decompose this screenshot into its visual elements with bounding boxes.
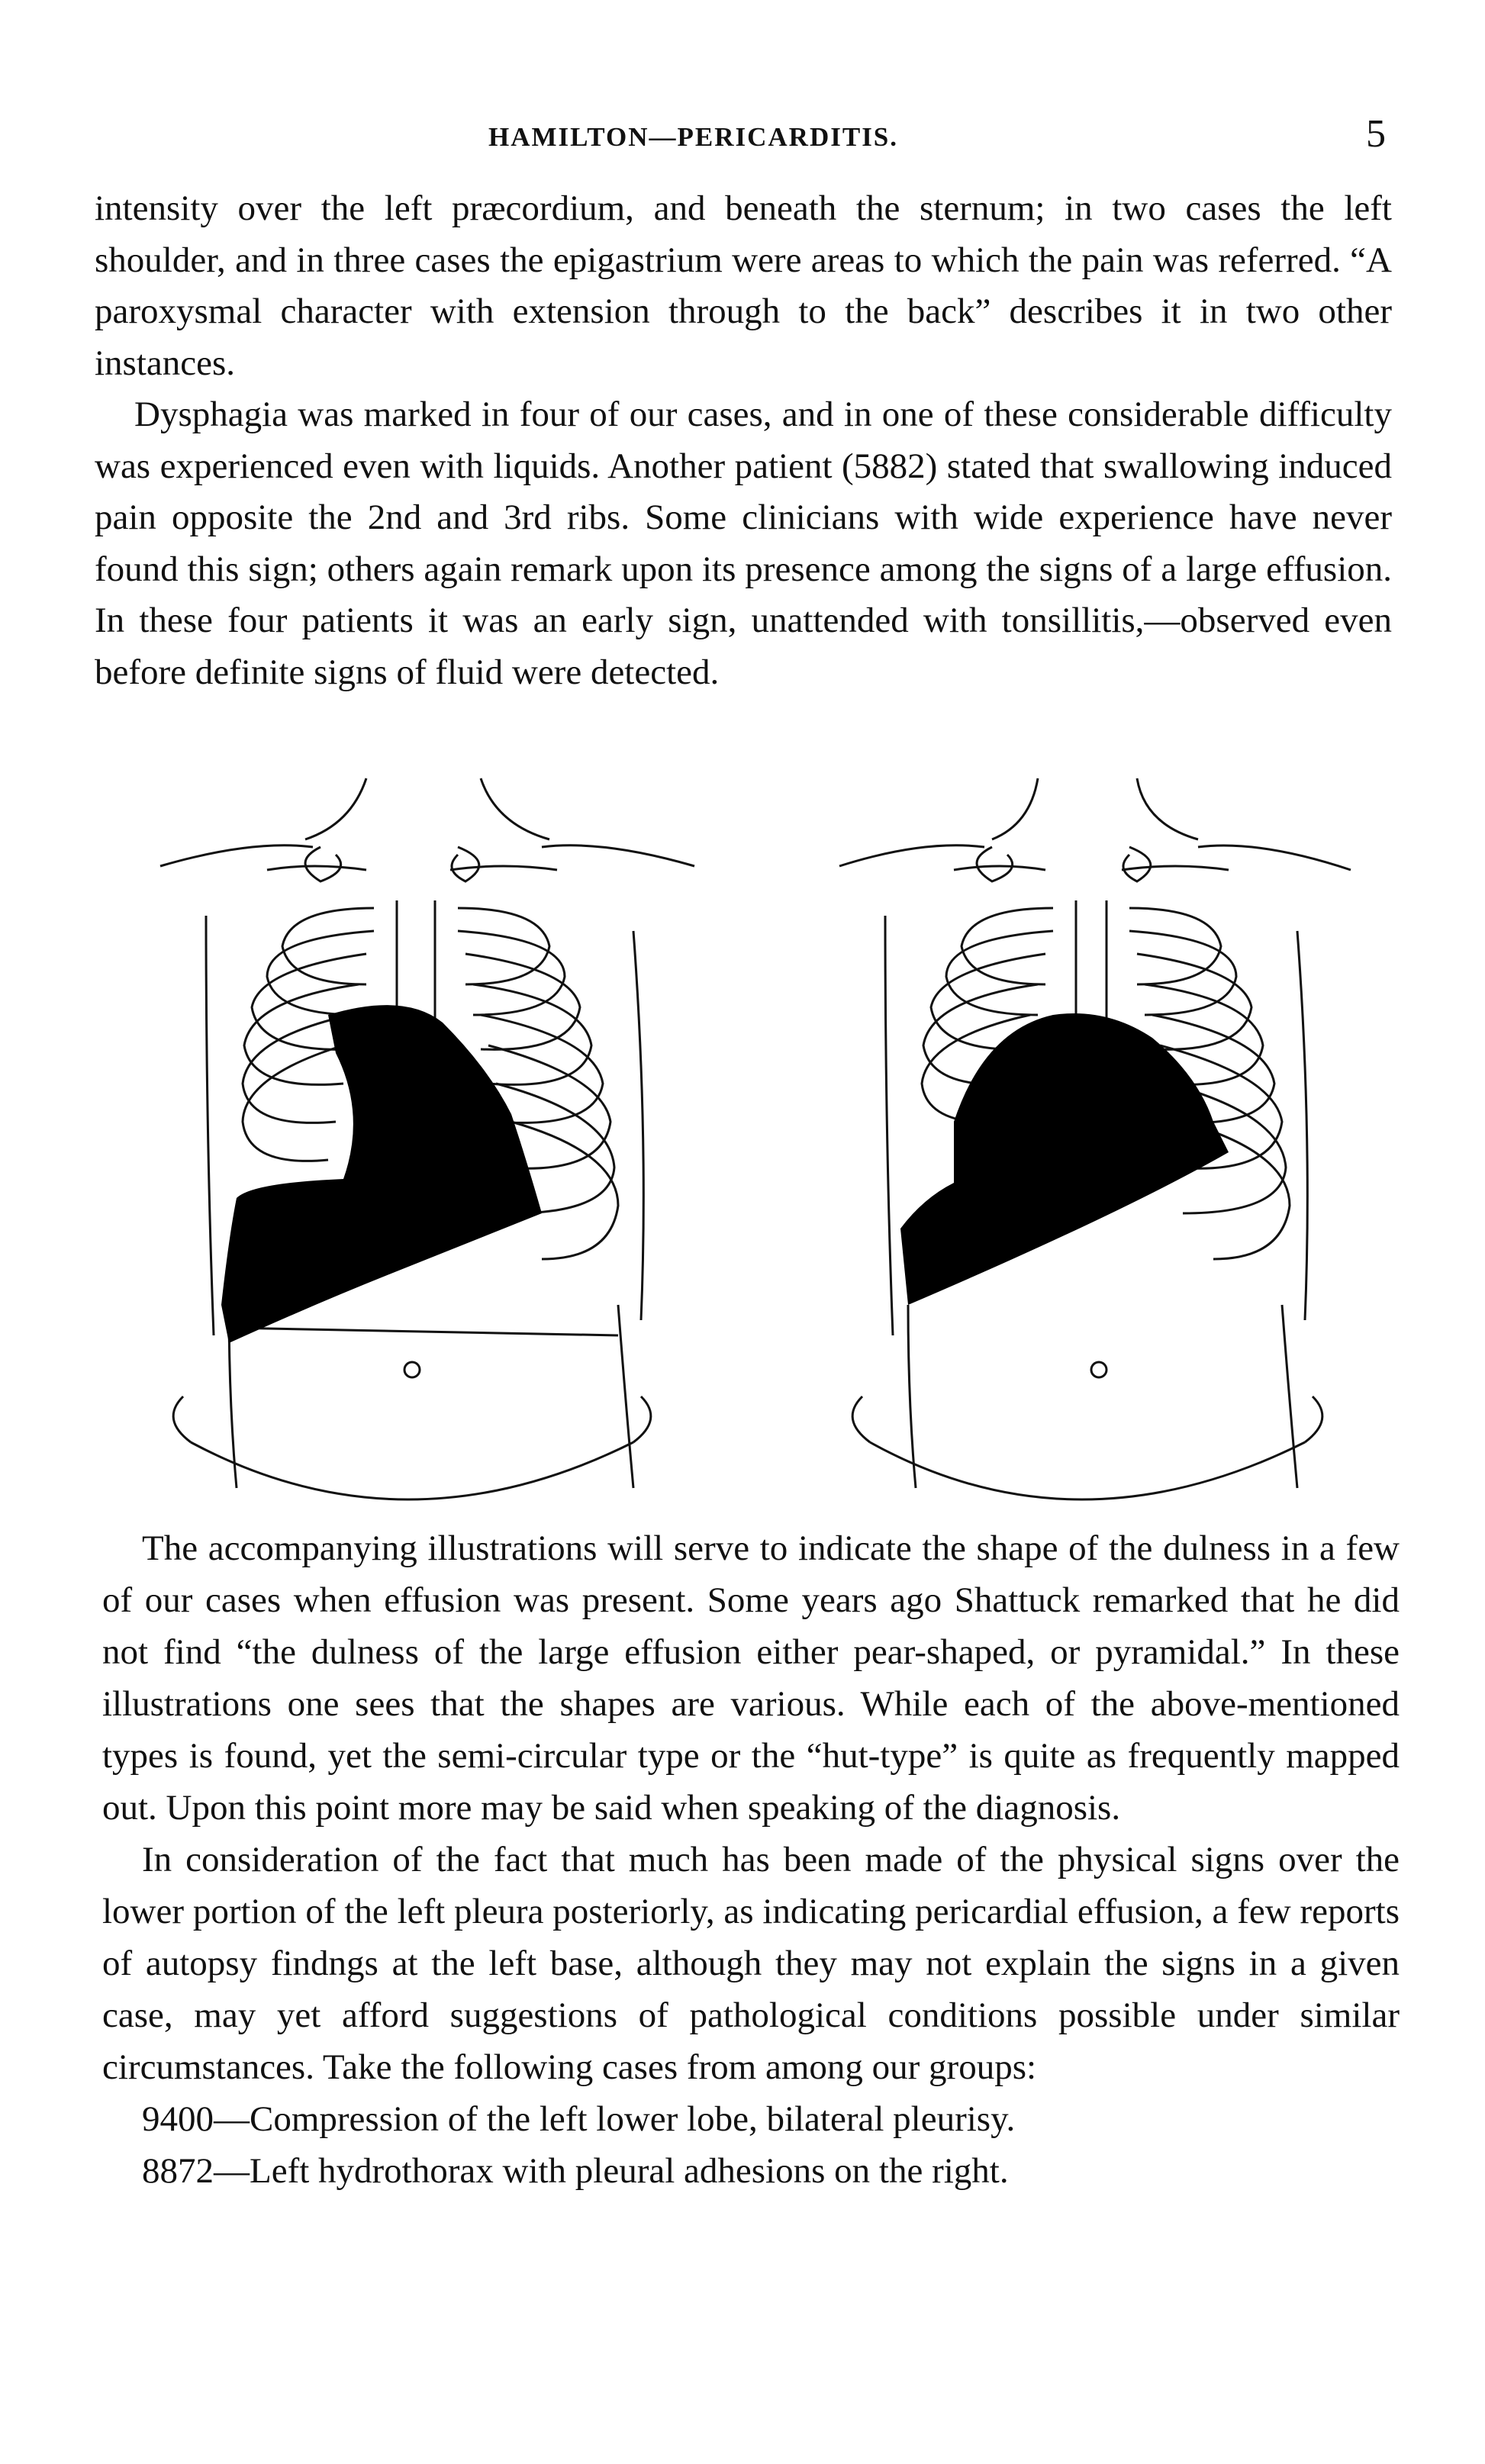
- body-text-bottom: [102, 1522, 1400, 2197]
- paragraph-pain-areas: intensity over the left præcordium, and beneath the sternum; in two cases the left shoulder, and in three cases the epigastrium were areas to which the pain was referred. “A paroxysmal character with extension through to the back” describes it in two other instances.: [95, 188, 1392, 383]
- figure-torso-dulness-1: [114, 755, 725, 1519]
- body-text-top: [95, 183, 1392, 698]
- paragraph-illustrations: The accompanying illustrations will serve to indicate the shape of the dulness in a few of our cases when effusion was present. Some years ago Shattuck remarked that he did not find “the dulness of the large effusion either pear-shaped, or pyramidal.” In these illustrations one sees that the shapes are various. While each of the above-mentioned types is found, yet the semi-circular type or the “hut-type” is quite as frequently mapped out. Upon this point more may be said when speaking of the diagnosis.: [102, 1528, 1400, 1828]
- umbilicus-2: [1091, 1362, 1107, 1377]
- case-9400: 9400—Compression of the left lower lobe, bilateral pleurisy.: [142, 2099, 1016, 2139]
- paragraph-dysphagia: Dysphagia was marked in four of our cases, and in one of these considerable difficulty was experienced even with liquids. Another patient (5882) stated that swallowing induced pain opposite the 2nd and 3rd ribs. Some clinicians with wide experience have never found this sign; others again remark upon its presence among the signs of a large effusion. In these four patients it was an early sign, unattended with tonsillitis,—observed even before definite signs of fluid were detected.: [95, 395, 1392, 692]
- page-header: [0, 107, 1485, 168]
- torso-diagram-2: [801, 755, 1412, 1519]
- paragraph-autopsy: In consideration of the fact that much has been made of the physical signs over the lower portion of the left pleura posteriorly, as indicating pericardial effusion, a few reports of autopsy findngs at the left base, although they may not explain the signs in a given case, may yet afford suggestions of pathological conditions possible under similar circumstances. Take the following cases from among our groups:: [102, 1840, 1400, 2087]
- figure-torso-dulness-2: [801, 755, 1412, 1519]
- running-head: HAMILTON—PERICARDITIS.: [488, 122, 899, 152]
- torso-diagram-1: [114, 755, 725, 1519]
- case-8872: 8872—Left hydrothorax with pleural adhesions on the right.: [142, 2151, 1009, 2191]
- figures-row: [114, 755, 1412, 1519]
- umbilicus-1: [404, 1362, 420, 1377]
- page-number: 5: [1366, 112, 1386, 156]
